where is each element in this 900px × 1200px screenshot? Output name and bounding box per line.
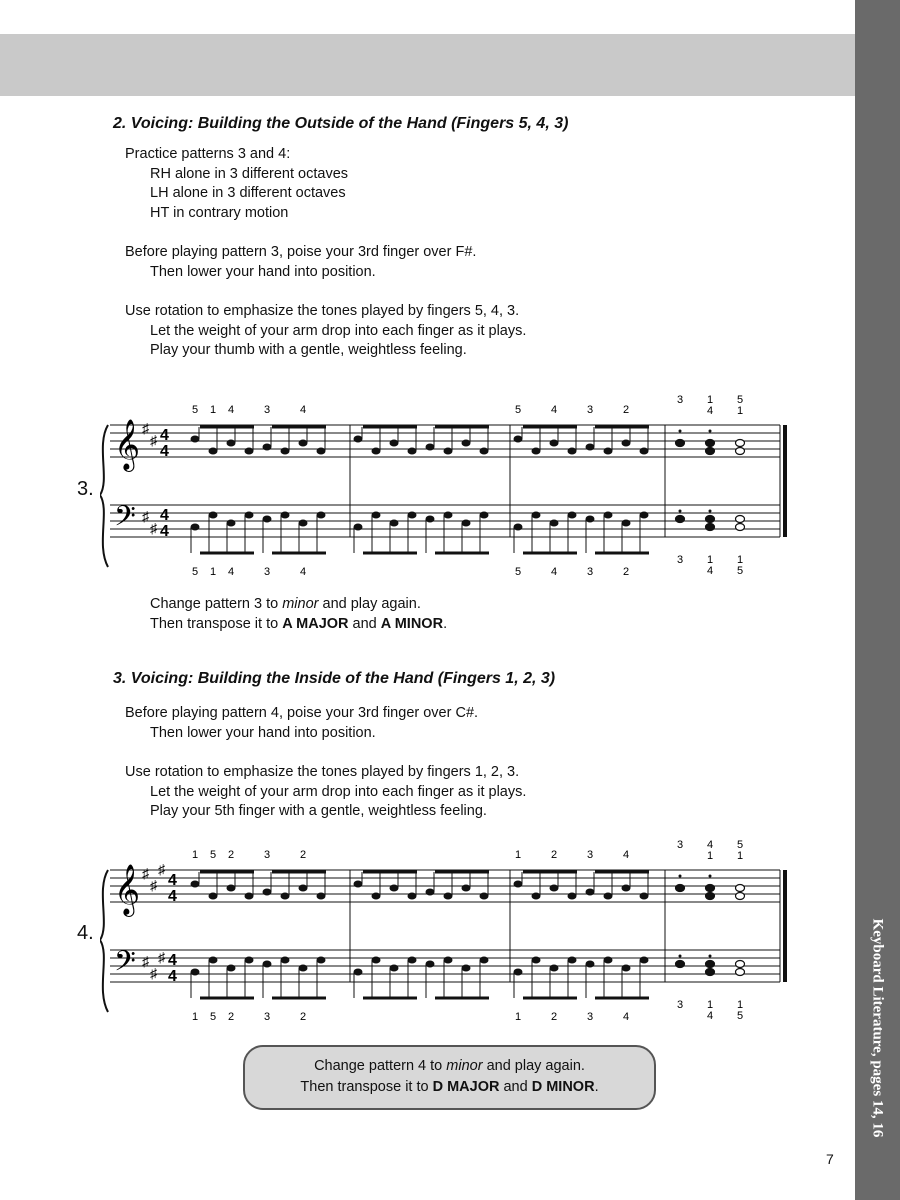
sharp-sign: ♯ — [158, 949, 165, 965]
lh-note — [550, 520, 559, 527]
lh-note — [372, 512, 381, 519]
lh-chord-note — [676, 961, 685, 968]
rotation-line: Play your 5th finger with a gentle, weightless feeling. — [150, 803, 487, 819]
rh-note — [604, 448, 613, 455]
time-sig-bottom: 4 — [160, 443, 169, 460]
rh-note — [586, 444, 595, 451]
rh-chord-note — [706, 448, 715, 455]
lh-note — [604, 512, 613, 519]
rh-fingering: 5 — [737, 840, 744, 851]
rh-note — [245, 448, 254, 455]
rh-fingering: 3 — [264, 404, 271, 416]
sharp-sign: ♯ — [142, 953, 149, 969]
rh-fingering: 1 — [737, 850, 744, 862]
sharp-sign: ♯ — [142, 508, 149, 524]
lh-note — [480, 957, 489, 964]
rh-note — [408, 448, 417, 455]
practice-intro: Practice patterns 3 and 4: — [125, 146, 291, 162]
rh-chord-note — [706, 893, 715, 900]
lh-fingering: 2 — [623, 566, 630, 575]
pattern4-label: 4. — [77, 922, 94, 944]
rh-chord-note — [736, 893, 745, 900]
lh-chord-note — [676, 516, 685, 523]
lh-note — [604, 957, 613, 964]
lh-note — [568, 512, 577, 519]
rh-chord-note — [676, 885, 685, 892]
rh-note — [640, 893, 649, 900]
lh-fingering: 4 — [707, 565, 714, 575]
rh-note — [426, 889, 435, 896]
section3-heading: 3. Voicing: Building the Inside of the Hand (Fingers 1, 2, 3) — [113, 670, 556, 687]
brace — [100, 425, 108, 567]
rh-note — [390, 440, 399, 447]
page-number: 7 — [826, 1151, 834, 1167]
lh-note — [299, 520, 308, 527]
rh-fingering: 4 — [300, 404, 307, 416]
lh-note — [622, 520, 631, 527]
rh-fingering: 3 — [677, 840, 684, 851]
lh-fingering: 4 — [623, 1011, 630, 1020]
lh-fingering: 5 — [192, 566, 199, 575]
rh-fingering: 1 — [737, 405, 744, 417]
section2-poise — [125, 243, 476, 282]
lh-note — [317, 957, 326, 964]
rh-fingering: 2 — [300, 849, 307, 861]
lh-note — [263, 961, 272, 968]
rh-note — [550, 885, 559, 892]
rh-note — [532, 448, 541, 455]
section2-rotation — [125, 302, 526, 361]
lh-chord-note — [736, 516, 745, 523]
sharp-sign: ♯ — [142, 865, 149, 881]
time-sig-top: 4 — [160, 507, 169, 524]
lh-fingering: 3 — [587, 1011, 594, 1020]
rh-fingering: 1 — [707, 850, 714, 862]
rh-note — [263, 444, 272, 451]
rh-note — [245, 893, 254, 900]
rh-note — [227, 440, 236, 447]
rh-fingering: 3 — [677, 395, 684, 406]
rh-fingering: 5 — [737, 395, 744, 406]
lh-fingering: 2 — [300, 1011, 307, 1020]
rh-note — [514, 881, 523, 888]
rh-note — [480, 448, 489, 455]
rh-note — [354, 881, 363, 888]
lh-note — [281, 512, 290, 519]
lh-note — [514, 524, 523, 531]
lh-fingering: 1 — [515, 1011, 522, 1020]
lh-note — [568, 957, 577, 964]
rh-note — [568, 448, 577, 455]
rh-note — [408, 893, 417, 900]
bass-clef: 𝄢 — [114, 945, 136, 985]
lh-note — [532, 957, 541, 964]
pattern3-label: 3. — [77, 478, 94, 500]
lh-chord-note — [736, 524, 745, 531]
rh-note — [372, 893, 381, 900]
pattern4-change-box: Change pattern 4 to minor and play again. Then transpose it to D MAJOR and D MINOR. — [243, 1045, 656, 1110]
brace — [100, 870, 108, 1012]
rotation-line: Let the weight of your arm drop into each finger as it plays. — [150, 322, 527, 339]
lh-note — [426, 516, 435, 523]
lh-fingering: 1 — [192, 1011, 199, 1020]
rh-fingering: 3 — [587, 849, 594, 861]
lh-note — [462, 965, 471, 972]
lh-note — [191, 524, 200, 531]
rh-note — [586, 889, 595, 896]
lh-note — [390, 965, 399, 972]
section2-heading: 2. Voicing: Building the Outside of the Hand (Fingers 5, 4, 3) — [113, 115, 569, 132]
sharp-sign: ♯ — [158, 861, 165, 877]
time-sig-bottom: 4 — [168, 888, 177, 905]
lh-note — [514, 969, 523, 976]
rotation-line: Play your thumb with a gentle, weightless feeling. — [150, 342, 467, 358]
rh-fingering: 1 — [515, 849, 522, 861]
pattern3-score — [100, 395, 790, 575]
rh-note — [462, 885, 471, 892]
lh-note — [532, 512, 541, 519]
rh-fingering: 5 — [192, 404, 199, 416]
section3-poise — [125, 704, 478, 743]
lh-fingering: 2 — [228, 1011, 235, 1020]
lh-note — [281, 957, 290, 964]
practice-item: HT in contrary motion — [150, 204, 289, 221]
rh-note — [209, 893, 218, 900]
lh-note — [245, 512, 254, 519]
rh-note — [299, 440, 308, 447]
rh-note — [263, 889, 272, 896]
staccato-dot — [709, 955, 712, 958]
lh-fingering: 3 — [677, 999, 684, 1011]
lh-fingering: 3 — [264, 566, 271, 575]
lh-note — [227, 520, 236, 527]
lh-note — [444, 512, 453, 519]
rh-note — [299, 885, 308, 892]
sharp-sign: ♯ — [150, 432, 157, 448]
rh-note — [462, 440, 471, 447]
lh-fingering: 1 — [737, 554, 744, 566]
poise-line: Then lower your hand into position. — [150, 724, 376, 741]
lh-fingering: 1 — [210, 566, 217, 575]
rh-note — [640, 448, 649, 455]
rh-note — [227, 885, 236, 892]
rh-fingering: 4 — [707, 405, 714, 417]
lh-note — [317, 512, 326, 519]
rotation-line: Let the weight of your arm drop into each finger as it plays. — [150, 783, 527, 800]
rh-note — [281, 448, 290, 455]
rh-note — [354, 436, 363, 443]
lh-note — [550, 965, 559, 972]
rh-fingering: 1 — [707, 395, 714, 406]
lh-note — [227, 965, 236, 972]
rh-chord-note — [736, 440, 745, 447]
practice-item: RH alone in 3 different octaves — [150, 165, 349, 182]
lh-note — [209, 957, 218, 964]
staccato-dot — [679, 430, 682, 433]
time-sig-bottom: 4 — [160, 523, 169, 540]
staccato-dot — [679, 875, 682, 878]
pattern4-score — [100, 840, 790, 1020]
rh-fingering: 4 — [228, 404, 235, 416]
lh-note — [462, 520, 471, 527]
time-sig-top: 4 — [168, 952, 177, 969]
lh-fingering: 5 — [737, 565, 744, 575]
poise-line: Then lower your hand into position. — [150, 263, 376, 280]
rh-note — [550, 440, 559, 447]
poise-line: Before playing pattern 4, poise your 3rd finger over C#. — [125, 705, 479, 721]
lh-chord-note — [706, 516, 715, 523]
lh-note — [245, 957, 254, 964]
rh-fingering: 1 — [192, 849, 199, 861]
lh-note — [426, 961, 435, 968]
lh-note — [408, 512, 417, 519]
rh-fingering: 5 — [515, 404, 522, 416]
lh-note — [191, 969, 200, 976]
practice-item: LH alone in 3 different octaves — [150, 185, 346, 201]
rh-fingering: 4 — [551, 404, 558, 416]
rh-note — [604, 893, 613, 900]
lh-chord-note — [706, 524, 715, 531]
time-sig-top: 4 — [168, 872, 177, 889]
rh-fingering: 4 — [707, 840, 714, 851]
rh-note — [191, 436, 200, 443]
lh-chord-note — [706, 961, 715, 968]
lh-note — [390, 520, 399, 527]
lh-fingering: 5 — [737, 1010, 744, 1020]
section3-rotation — [125, 763, 526, 822]
rh-note — [372, 448, 381, 455]
lh-note — [480, 512, 489, 519]
rh-note — [568, 893, 577, 900]
rh-note — [390, 885, 399, 892]
rh-note — [532, 893, 541, 900]
staccato-dot — [709, 430, 712, 433]
rh-note — [317, 448, 326, 455]
lh-chord-note — [706, 969, 715, 976]
lh-note — [586, 961, 595, 968]
lh-note — [209, 512, 218, 519]
lh-fingering: 3 — [677, 554, 684, 566]
lh-note — [408, 957, 417, 964]
lh-fingering: 4 — [707, 1010, 714, 1020]
lh-fingering: 5 — [515, 566, 522, 575]
staccato-dot — [709, 875, 712, 878]
rh-note — [480, 893, 489, 900]
rh-fingering: 3 — [587, 404, 594, 416]
sharp-sign: ♯ — [142, 420, 149, 436]
poise-line: Before playing pattern 3, poise your 3rd finger over F#. — [125, 244, 477, 260]
lh-fingering: 1 — [737, 999, 744, 1011]
lh-fingering: 4 — [300, 566, 307, 575]
rh-note — [191, 881, 200, 888]
rh-chord-note — [706, 440, 715, 447]
sharp-sign: ♯ — [150, 965, 157, 981]
lh-chord-note — [736, 961, 745, 968]
sharp-sign: ♯ — [150, 520, 157, 536]
bass-clef: 𝄢 — [114, 500, 136, 540]
lh-note — [354, 524, 363, 531]
side-label — [862, 905, 892, 1150]
header-band — [0, 34, 855, 96]
rh-note — [622, 885, 631, 892]
rotation-line: Use rotation to emphasize the tones played by fingers 5, 4, 3. — [125, 303, 520, 319]
rh-note — [209, 448, 218, 455]
lh-note — [299, 965, 308, 972]
rh-fingering: 5 — [210, 849, 217, 861]
rh-note — [514, 436, 523, 443]
rh-note — [281, 893, 290, 900]
lh-note — [586, 516, 595, 523]
side-label-text: Keyboard Literature, pages 14, 16 — [869, 918, 886, 1137]
rh-note — [426, 444, 435, 451]
rh-fingering: 2 — [228, 849, 235, 861]
lh-note — [263, 516, 272, 523]
rh-fingering: 1 — [210, 404, 217, 416]
lh-note — [622, 965, 631, 972]
lh-fingering: 4 — [228, 566, 235, 575]
section2-practice — [125, 145, 348, 223]
rh-note — [444, 448, 453, 455]
lh-chord-note — [736, 969, 745, 976]
time-sig-top: 4 — [160, 427, 169, 444]
rh-note — [444, 893, 453, 900]
lh-fingering: 3 — [587, 566, 594, 575]
treble-clef: 𝄞 — [114, 864, 141, 915]
rh-fingering: 3 — [264, 849, 271, 861]
lh-note — [354, 969, 363, 976]
lh-fingering: 1 — [707, 554, 714, 566]
staccato-dot — [679, 510, 682, 513]
lh-note — [444, 957, 453, 964]
rh-chord-note — [736, 885, 745, 892]
pattern3-change-text: Change pattern 3 to minor and play again. Then transpose it to A MAJOR and A MINOR. — [150, 596, 448, 632]
rh-note — [622, 440, 631, 447]
rh-note — [317, 893, 326, 900]
rh-chord-note — [706, 885, 715, 892]
rh-fingering: 4 — [623, 849, 630, 861]
lh-note — [372, 957, 381, 964]
sharp-sign: ♯ — [150, 877, 157, 893]
lh-fingering: 5 — [210, 1011, 217, 1020]
staccato-dot — [679, 955, 682, 958]
rh-chord-note — [736, 448, 745, 455]
rh-fingering: 2 — [551, 849, 558, 861]
lh-fingering: 3 — [264, 1011, 271, 1020]
lh-fingering: 1 — [707, 999, 714, 1011]
staccato-dot — [709, 510, 712, 513]
rh-fingering: 2 — [623, 404, 630, 416]
lh-note — [640, 957, 649, 964]
lh-fingering: 4 — [551, 566, 558, 575]
treble-clef: 𝄞 — [114, 419, 141, 470]
rh-chord-note — [676, 440, 685, 447]
rotation-line: Use rotation to emphasize the tones played by fingers 1, 2, 3. — [125, 764, 520, 780]
time-sig-bottom: 4 — [168, 968, 177, 985]
lh-note — [640, 512, 649, 519]
lh-fingering: 2 — [551, 1011, 558, 1020]
